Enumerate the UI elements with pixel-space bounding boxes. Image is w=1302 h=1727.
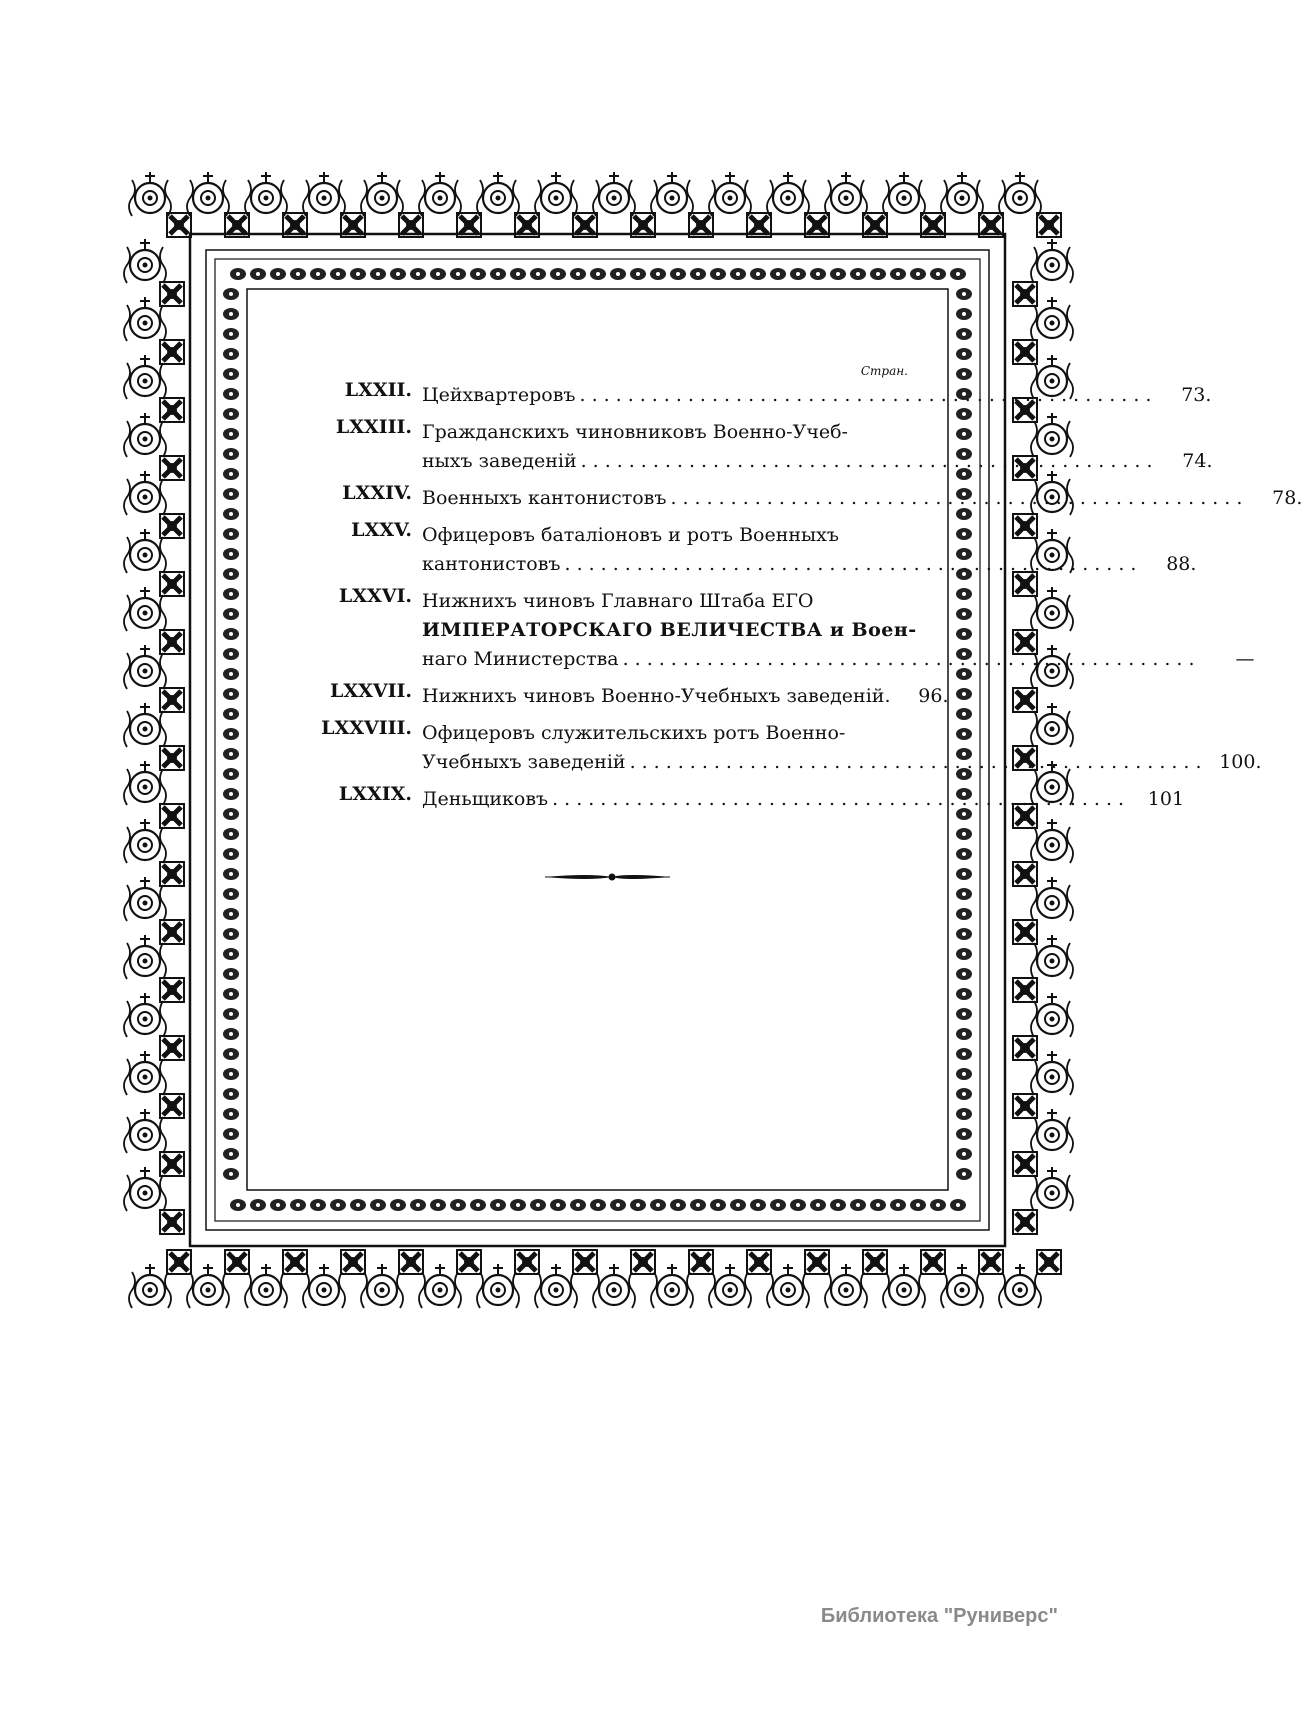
band-knot	[225, 1250, 249, 1274]
bead	[956, 348, 972, 360]
bead	[550, 268, 566, 280]
band-ornament	[124, 239, 166, 283]
bead	[223, 608, 239, 620]
bead	[956, 1048, 972, 1060]
bead	[956, 948, 972, 960]
band-knot	[1013, 1036, 1037, 1060]
band-knot	[160, 978, 184, 1002]
band-ornament	[825, 1264, 867, 1308]
bead	[830, 268, 846, 280]
end-ornament	[545, 874, 670, 881]
bead	[230, 1199, 246, 1211]
bead	[830, 1199, 846, 1211]
bead	[710, 1199, 726, 1211]
bead	[223, 528, 239, 540]
bead	[223, 488, 239, 500]
bead	[956, 1068, 972, 1080]
bead	[223, 708, 239, 720]
dot-leader: ................................................	[552, 788, 1131, 810]
bead	[956, 308, 972, 320]
bead	[390, 268, 406, 280]
band-knot	[160, 572, 184, 596]
bead	[650, 268, 666, 280]
bead	[270, 268, 286, 280]
bead	[870, 1199, 886, 1211]
bead	[630, 1199, 646, 1211]
band-knot	[160, 398, 184, 422]
bead	[530, 1199, 546, 1211]
bead	[956, 1168, 972, 1180]
bead	[223, 968, 239, 980]
bead	[710, 268, 726, 280]
bead	[223, 288, 239, 300]
bead	[223, 988, 239, 1000]
band-ornament	[129, 1264, 171, 1308]
bead	[956, 688, 972, 700]
bead	[223, 888, 239, 900]
band-knot	[160, 688, 184, 712]
bead	[223, 828, 239, 840]
band-ornament	[941, 1264, 983, 1308]
band-knot	[863, 1250, 887, 1274]
bead	[370, 1199, 386, 1211]
band-ornament	[361, 172, 403, 216]
entry-page: 88.	[1166, 553, 1197, 575]
bead	[370, 268, 386, 280]
band-knot	[1013, 1210, 1037, 1234]
bead	[956, 1108, 972, 1120]
bead	[223, 948, 239, 960]
band-ornament	[593, 172, 635, 216]
bead	[310, 268, 326, 280]
band-ornament	[593, 1264, 635, 1308]
bead	[223, 1028, 239, 1040]
dot-leader: ................................................	[580, 450, 1159, 472]
bead	[610, 268, 626, 280]
bead	[956, 848, 972, 860]
band-ornament	[651, 172, 693, 216]
bead	[956, 1028, 972, 1040]
page-column-heading: Стран.	[860, 364, 908, 378]
entry-title-cont: ныхъ заведеній	[422, 450, 577, 472]
band-knot	[689, 1250, 713, 1274]
band-ornament	[999, 1264, 1041, 1308]
bead	[930, 1199, 946, 1211]
band-knot	[160, 514, 184, 538]
band-knot	[747, 1250, 771, 1274]
bead	[223, 788, 239, 800]
band-ornament	[303, 1264, 345, 1308]
toc-entry-lxxix	[270, 783, 1185, 814]
band-knot	[1013, 862, 1037, 886]
bead	[750, 268, 766, 280]
band-knot	[167, 213, 191, 237]
entry-numeral: LXXVI.	[338, 585, 412, 607]
bead	[223, 768, 239, 780]
bead	[956, 368, 972, 380]
band-knot	[457, 1250, 481, 1274]
bead	[350, 268, 366, 280]
dot-leader: ................................................	[629, 751, 1208, 773]
entry-title: Нижнихъ чиновъ Военно-Учебныхъ заведеній.	[422, 685, 891, 707]
library-watermark: Библиотека "Руниверс"	[820, 1605, 1058, 1627]
bead	[310, 1199, 326, 1211]
bead	[630, 268, 646, 280]
bead	[956, 988, 972, 1000]
bead	[956, 908, 972, 920]
bead	[956, 888, 972, 900]
band-ornament	[1031, 239, 1073, 283]
toc-entry-lxxiii	[270, 416, 1213, 476]
band-knot	[1013, 920, 1037, 944]
toc-entry-lxxiv	[270, 482, 1302, 513]
bead	[223, 628, 239, 640]
band-knot	[1013, 978, 1037, 1002]
band-knot	[160, 1094, 184, 1118]
bead	[870, 268, 886, 280]
bead	[890, 1199, 906, 1211]
band-ornament	[825, 172, 867, 216]
bead	[910, 1199, 926, 1211]
band-knot	[341, 1250, 365, 1274]
entry-numeral: LXXVIII.	[321, 717, 412, 739]
bead	[490, 1199, 506, 1211]
bead	[930, 268, 946, 280]
bead	[223, 908, 239, 920]
bead	[790, 268, 806, 280]
bead	[223, 1148, 239, 1160]
band-knot	[160, 1036, 184, 1060]
bead	[910, 268, 926, 280]
bead	[570, 1199, 586, 1211]
toc-entry-lxxviii	[270, 717, 1262, 777]
entry-page: 96.	[918, 685, 949, 707]
bead	[956, 328, 972, 340]
band-knot	[631, 1250, 655, 1274]
entry-page: —	[1235, 648, 1255, 670]
bead	[670, 268, 686, 280]
bead	[530, 268, 546, 280]
bead	[350, 1199, 366, 1211]
entry-numeral: LXXIX.	[338, 783, 412, 805]
bead	[223, 308, 239, 320]
bead	[230, 268, 246, 280]
bead	[950, 268, 966, 280]
band-knot	[515, 1250, 539, 1274]
bead	[290, 268, 306, 280]
bead	[690, 1199, 706, 1211]
bead	[810, 1199, 826, 1211]
band-knot	[1013, 688, 1037, 712]
bead	[223, 648, 239, 660]
bead	[690, 268, 706, 280]
bead	[956, 1128, 972, 1140]
band-ornament	[535, 1264, 577, 1308]
bead	[890, 268, 906, 280]
band-knot	[160, 630, 184, 654]
entry-title: Деньщиковъ	[422, 788, 549, 810]
bead	[670, 1199, 686, 1211]
toc-entry-lxxii	[270, 379, 1212, 410]
entry-title-cont: наго Министерства	[422, 648, 619, 670]
band-ornament	[709, 1264, 751, 1308]
bead	[223, 328, 239, 340]
bead	[590, 268, 606, 280]
band-ornament	[883, 1264, 925, 1308]
band-knot	[160, 282, 184, 306]
bead	[510, 268, 526, 280]
bead	[956, 1088, 972, 1100]
bead	[223, 748, 239, 760]
band-knot	[160, 456, 184, 480]
bead	[650, 1199, 666, 1211]
bead	[430, 1199, 446, 1211]
bead	[956, 968, 972, 980]
band-knot	[160, 804, 184, 828]
band-knot	[1037, 1250, 1061, 1274]
bead	[956, 828, 972, 840]
bead	[590, 1199, 606, 1211]
band-knot	[160, 746, 184, 770]
bead	[223, 1048, 239, 1060]
entry-title: Офицеровъ служительскихъ ротъ Военно-	[422, 722, 846, 744]
entry-page: 101	[1147, 788, 1185, 810]
bead	[330, 1199, 346, 1211]
band-ornament	[999, 172, 1041, 216]
bead	[956, 868, 972, 880]
entry-numeral: LXXVII.	[330, 680, 412, 702]
bead	[223, 388, 239, 400]
band-ornament	[187, 1264, 229, 1308]
bead	[490, 268, 506, 280]
band-knot	[160, 862, 184, 886]
entry-title-cont: кантонистовъ	[422, 553, 561, 575]
bead	[470, 1199, 486, 1211]
band-ornament	[187, 172, 229, 216]
bead	[450, 268, 466, 280]
band-ornament	[419, 172, 461, 216]
bead	[223, 588, 239, 600]
toc-entry-lxxvi	[270, 585, 1255, 674]
bead	[223, 1108, 239, 1120]
dot-leader: ................................................	[670, 487, 1249, 509]
bead	[223, 808, 239, 820]
dot-leader: ................................................	[579, 384, 1158, 406]
band-ornament	[941, 172, 983, 216]
band-ornament	[709, 172, 751, 216]
bead	[770, 1199, 786, 1211]
bead	[223, 928, 239, 940]
bead	[223, 868, 239, 880]
bead	[223, 408, 239, 420]
bead	[330, 268, 346, 280]
bead	[223, 468, 239, 480]
band-ornament	[129, 172, 171, 216]
bead	[223, 368, 239, 380]
band-knot	[1013, 282, 1037, 306]
band-knot	[167, 1250, 191, 1274]
bead	[250, 1199, 266, 1211]
bead	[223, 1008, 239, 1020]
entry-title-cont: ИМПЕРАТОРСКАГО ВЕЛИЧЕСТВА и Воен-	[422, 619, 917, 641]
entry-page: 78.	[1272, 487, 1302, 509]
bead	[956, 288, 972, 300]
band-knot	[573, 1250, 597, 1274]
bead	[223, 448, 239, 460]
entry-page: 74.	[1182, 450, 1213, 472]
entry-title: Цейхвартеровъ	[422, 384, 576, 406]
band-knot	[1013, 340, 1037, 364]
bead	[430, 268, 446, 280]
entry-numeral: LXXIII.	[335, 416, 412, 438]
band-ornament	[303, 172, 345, 216]
band-ornament	[535, 172, 577, 216]
band-knot	[1013, 1094, 1037, 1118]
bead	[223, 1128, 239, 1140]
bead	[270, 1199, 286, 1211]
band-ornament	[245, 172, 287, 216]
band-knot	[283, 1250, 307, 1274]
bead	[223, 1068, 239, 1080]
bead	[410, 268, 426, 280]
entry-page: 73.	[1181, 384, 1212, 406]
band-knot	[399, 1250, 423, 1274]
bead	[850, 1199, 866, 1211]
entry-title-cont: Учебныхъ заведеній	[422, 751, 626, 773]
bead	[223, 848, 239, 860]
bead	[410, 1199, 426, 1211]
bead	[956, 928, 972, 940]
band-knot	[160, 920, 184, 944]
dot-leader: ................................................	[622, 648, 1201, 670]
bead	[223, 668, 239, 680]
band-ornament	[767, 172, 809, 216]
band-knot	[160, 340, 184, 364]
band-knot	[921, 1250, 945, 1274]
table-of-contents	[270, 364, 1302, 822]
bead	[850, 268, 866, 280]
band-ornament	[477, 1264, 519, 1308]
bead	[610, 1199, 626, 1211]
bead	[223, 508, 239, 520]
band-knot	[160, 1210, 184, 1234]
bead	[956, 1008, 972, 1020]
bead	[223, 348, 239, 360]
toc-entry-lxxvii	[270, 680, 949, 711]
band-ornament	[883, 172, 925, 216]
bead	[223, 1168, 239, 1180]
band-knot	[1037, 213, 1061, 237]
band-knot	[1013, 1152, 1037, 1176]
bead	[956, 1148, 972, 1160]
bead	[223, 568, 239, 580]
entry-numeral: LXXII.	[344, 379, 412, 401]
entry-numeral: LXXIV.	[342, 482, 412, 504]
bead	[223, 728, 239, 740]
bead	[810, 268, 826, 280]
bead	[223, 548, 239, 560]
band-knot	[979, 1250, 1003, 1274]
bead	[730, 268, 746, 280]
bead	[750, 1199, 766, 1211]
bead	[290, 1199, 306, 1211]
bead	[950, 1199, 966, 1211]
bead	[450, 1199, 466, 1211]
band-knot	[160, 1152, 184, 1176]
bead	[790, 1199, 806, 1211]
band-ornament	[477, 172, 519, 216]
toc-entry-lxxv	[270, 519, 1197, 579]
bead	[390, 1199, 406, 1211]
entry-page: 100.	[1219, 751, 1262, 773]
entry-title: Офицеровъ баталіоновъ и ротъ Военныхъ	[422, 524, 839, 546]
band-ornament	[361, 1264, 403, 1308]
entry-title: Военныхъ кантонистовъ	[422, 487, 667, 509]
entry-title: Нижнихъ чиновъ Главнаго Штаба ЕГО	[422, 590, 814, 612]
bead	[570, 268, 586, 280]
band-ornament	[651, 1264, 693, 1308]
bead	[250, 268, 266, 280]
band-knot	[805, 1250, 829, 1274]
bead	[223, 1088, 239, 1100]
bead	[550, 1199, 566, 1211]
dot-leader: ................................................	[564, 553, 1143, 575]
bead	[510, 1199, 526, 1211]
bead	[770, 268, 786, 280]
bead	[223, 428, 239, 440]
band-ornament	[767, 1264, 809, 1308]
entry-numeral: LXXV.	[351, 519, 412, 541]
band-ornament	[419, 1264, 461, 1308]
bead	[470, 268, 486, 280]
bead	[223, 688, 239, 700]
bead	[730, 1199, 746, 1211]
band-ornament	[245, 1264, 287, 1308]
entry-title: Гражданскихъ чиновниковъ Военно-Учеб-	[422, 421, 848, 443]
